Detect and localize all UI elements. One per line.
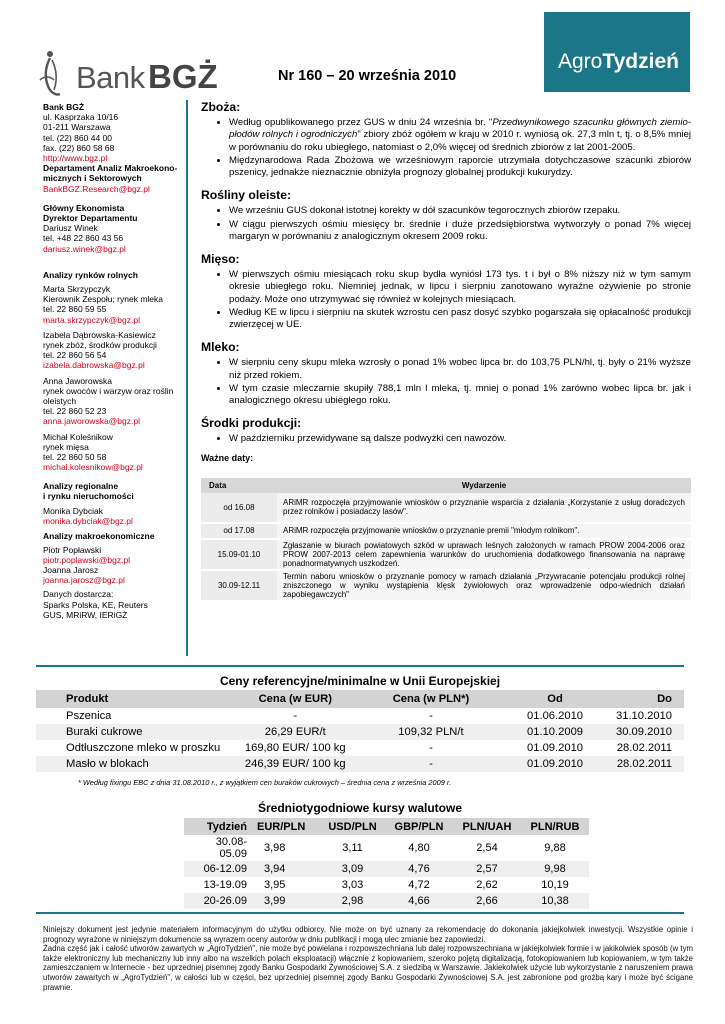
section-srodki-produkcji — [201, 417, 691, 445]
table-row — [36, 724, 684, 740]
reference-prices-footnote: * Według fixingu EBC z dnia 31.08.2010 r., z wyjątkiem cen buraków cukrowych – średnia cena z września 2009 r. — [78, 778, 452, 787]
section-mleko — [201, 341, 691, 407]
table-row — [201, 539, 691, 570]
from-cell: 01.06.2010 — [527, 710, 584, 722]
column-header: USD/PLN — [320, 818, 385, 835]
product-cell: Odtłuszczone mleko w proszku — [66, 742, 221, 754]
bank-name: Bank BGŻ — [43, 102, 85, 112]
contact-person — [43, 376, 183, 427]
week-cell: 20-26.09 — [184, 893, 252, 909]
rate-cell: 3,11 — [342, 842, 363, 854]
week-cell: 30.08-05.09 — [215, 836, 247, 860]
table-row — [201, 570, 691, 601]
from-cell: 01.09.2010 — [502, 756, 608, 772]
contact-phone: tel. 22 860 50 58 — [43, 452, 107, 463]
chief-name: Dariusz Winek — [43, 223, 98, 234]
bank-phone: tel. (22) 860 44 00 — [43, 132, 112, 143]
rate-cell: 9,88 — [544, 842, 566, 854]
column-header: Tydzień — [184, 818, 252, 835]
event-cell: Zgłaszanie w biurach powiatowych szkód w uprawach leśnych założonych w ramach PROW 2004-2006 oraz PROW 2007-2013 celem zapewnienia warunków do uruchomienia dodatkowego finansowania na naprawę ponadnormatywnych uszkodzeń. — [277, 539, 691, 570]
bullet-item: • Według KE w lipcu i sierpniu na skutek wzrostu cen pasz dosyć szybko pogarszała się opłacalność produkcji zwierzęcej w UE. — [229, 307, 691, 331]
rate-cell: 4,66 — [385, 893, 453, 909]
contact-email-link[interactable]: marta.skrzypczyk@bgz.pl — [43, 314, 140, 325]
eur-cell: 26,29 EUR/t — [231, 724, 360, 740]
rate-cell: 2,62 — [476, 879, 498, 891]
section-title: Zboża: — [201, 100, 241, 114]
bank-website-link[interactable]: http://www.bgz.pl — [43, 153, 108, 164]
bank-address-block — [43, 102, 183, 194]
table-header-row — [184, 818, 589, 835]
bullet-item: • Międzynarodowa Rada Zbożowa we wrześniowym raporcie utrzymała dotychczasowe szacunki zbiorów pszenicy, jednakże nieznacznie obniżyła prognozy globalnej produkcji kukurydzy. — [229, 155, 691, 179]
week-cell: 06-12.09 — [184, 861, 252, 877]
rate-cell: 4,72 — [408, 879, 430, 891]
bank-logo-swirl-icon — [38, 50, 72, 100]
contact-email-link[interactable]: izabela.dabrowska@bgz.pl — [43, 360, 145, 371]
rate-cell: 2,57 — [453, 861, 521, 877]
table-row — [36, 756, 684, 772]
table-row — [201, 523, 691, 539]
section-title: Mięso: — [201, 252, 240, 267]
table-row — [184, 893, 589, 909]
rate-cell: 3,09 — [320, 861, 385, 877]
contact-name: Joanna Jarosz — [43, 564, 99, 575]
sidebar-divider — [186, 100, 188, 656]
column-header: Produkt — [36, 690, 231, 708]
contact-email-link[interactable]: joanna.jarosz@bgz.pl — [43, 575, 125, 586]
to-cell: 28.02.2011 — [616, 742, 672, 754]
section-header: i rynku nieruchomości — [43, 490, 134, 501]
table-row — [184, 877, 589, 893]
date-cell: 15.09-01.10 — [201, 539, 277, 570]
date-cell: od 17.08 — [201, 523, 277, 539]
table-row — [184, 861, 589, 877]
sources-line: Sparks Polska, KE, Reuters — [43, 599, 148, 610]
rate-cell: 10,38 — [521, 893, 589, 909]
bullet-item: • W sierpniu ceny skupu mleka wzrosły o ponad 1% wobec lipca br. do 103,75 PLN/hl, tj. były o 21% wyższe niż przed rokiem. — [229, 357, 691, 381]
column-header: GBP/PLN — [385, 818, 453, 835]
contact-role: rynek mięsa — [43, 441, 89, 452]
contact-person — [43, 432, 183, 473]
rate-cell: 10,19 — [541, 879, 569, 891]
column-header: Do — [608, 690, 684, 708]
section-header: Analizy rynków rolnych — [43, 269, 138, 280]
bullet-item: • W ciągu pierwszych ośmiu miesięcy br. średnie i duże przedsiębiorstwa wytworzyły o ponad 7% więcej margaryn w porównaniu z analogicznym okresem 2009 roku. — [229, 219, 691, 243]
table-header-row — [201, 478, 691, 493]
bank-logo — [38, 50, 223, 100]
contact-name: Michał Koleśnikow — [43, 431, 113, 442]
contact-phone: tel. 22 860 52 23 — [43, 406, 107, 417]
from-cell: 01.10.2009 — [502, 724, 608, 740]
sidebar-contacts — [43, 102, 183, 629]
rate-cell: 3,98 — [264, 842, 286, 854]
contact-email-link[interactable]: piotr.poplawski@bgz.pl — [43, 554, 131, 565]
column-header: Wydarzenie — [277, 478, 691, 493]
bullet-item: • W tym czasie mleczarnie skupiły 788,1 mln l mleka, tj. mniej o ponad 1% zarówno wobec lipca br. jak i analogicznego okresu ubiegłego roku. — [229, 383, 691, 407]
product-cell: Buraki cukrowe — [36, 724, 231, 740]
contact-email-link[interactable]: anna.jaworowska@bgz.pl — [43, 416, 140, 427]
from-cell: 01.09.2010 — [527, 742, 584, 754]
rate-cell: 4,76 — [385, 861, 453, 877]
reference-prices-table — [36, 690, 684, 772]
rate-cell: 2,98 — [320, 893, 385, 909]
important-dates-table — [201, 478, 691, 602]
divider-line — [36, 665, 684, 667]
rate-cell: 2,66 — [453, 893, 521, 909]
pln-cell: 109,32 PLN/t — [360, 724, 502, 740]
column-header: PLN/UAH — [453, 818, 521, 835]
department-name: micznych i Sektorowych — [43, 173, 142, 184]
bullet-item: • W pierwszych ośmiu miesiącach roku skup bydła wyniósł 173 tys. t i był o 8% niższy niż w tym samym okresie ubiegłego roku. Niemniej jednak, w lipcu i sierpniu zanotowano wyraźne ożywienie po stronie podaży. Może ono utrzymywać się również w kolejnych miesiącach. — [229, 269, 691, 306]
table-row — [184, 835, 589, 861]
rate-cell: 9,98 — [521, 861, 589, 877]
table-row — [36, 740, 684, 756]
table-header-row — [36, 690, 684, 708]
contact-phone: tel. 22 860 56 54 — [43, 350, 107, 361]
contact-role: Kierownik Zespołu; rynek mleka — [43, 294, 163, 305]
address-line: ul. Kasprzaka 10/16 — [43, 112, 119, 123]
department-name: Departament Analiz Makroekono- — [43, 163, 178, 174]
to-cell: 30.09.2010 — [608, 724, 684, 740]
logo-bgz-text: BGŻ — [148, 58, 218, 95]
legal-disclaimer — [43, 925, 693, 992]
important-dates-label: Ważne daty: — [201, 452, 254, 463]
contact-person — [43, 284, 183, 325]
chief-title: Główny Ekonomista — [43, 202, 125, 213]
section-header: Analizy makroekonomiczne — [43, 531, 155, 542]
contact-phone: tel. 22 860 59 55 — [43, 304, 107, 315]
section-zboza — [201, 101, 691, 179]
data-sources-block — [43, 589, 183, 620]
contact-person — [43, 330, 183, 371]
chief-email-link[interactable]: dariusz.winek@bgz.pl — [43, 243, 126, 254]
rate-cell: 3,03 — [341, 879, 364, 891]
section-rosliny-oleiste — [201, 189, 691, 243]
eur-cell: 246,39 EUR/ 100 kg — [231, 756, 360, 772]
agrotydzien-title: AgroTydzień — [558, 50, 679, 73]
bullet-item: • W październiku przewidywane są dalsze podwyżki cen nawozów. — [229, 433, 691, 445]
chief-economist-block — [43, 203, 183, 254]
product-cell: Pszenica — [66, 710, 112, 722]
pln-cell: - — [360, 756, 502, 772]
contact-email-link[interactable]: monika.dybciak@bgz.pl — [43, 516, 133, 527]
date-cell: 30.09-12.11 — [201, 570, 277, 601]
department-email-link[interactable]: BankBGZ.Research@bgz.pl — [43, 183, 150, 194]
section-mieso — [201, 253, 691, 331]
event-cell: Termin naboru wniosków o przyznanie pomocy w ramach działania „Przywracanie potencjału produkcji rolnej zniszczonego w wyniku wystąpienia klęsk żywiołowych oraz wprowadzenie odpo-wiednich działań zapobiegawczych" — [277, 570, 691, 601]
divider-line — [36, 912, 684, 914]
column-header: PLN/RUB — [521, 818, 589, 835]
pln-cell: - — [429, 710, 433, 722]
date-cell: od 16.08 — [201, 493, 277, 523]
sources-header: Danych dostarcza: — [43, 589, 114, 600]
contact-role: oleistych — [43, 396, 77, 407]
bullet-item: • Według opublikowanego przez GUS w dniu 24 września br. "Przedwynikowego szacunku głównych ziemio-płodów rolnych i ogrodniczych" zbiory zbóż ogółem w kraju w 2010 r. wyniosą ok. 27,3 mln t, tj. o 8,5% mniej w porównaniu do roku ubiegłego, natomiast o 2,0% więcej od średnich zbiorów z lat 2001-2005. — [229, 117, 691, 154]
fx-rates-title: Średniotygodniowe kursy walutowe — [257, 801, 463, 815]
logo-bank-text: Bank — [76, 60, 145, 95]
address-line: 01-211 Warszawa — [43, 122, 111, 133]
eur-cell: 169,80 EUR/ 100 kg — [244, 742, 346, 754]
contact-email-link[interactable]: michal.kolesnikow@bgz.pl — [43, 462, 143, 473]
macro-analysis-block — [43, 531, 183, 585]
disclaimer-paragraph: Niniejszy dokument jest jedynie materiałem informacyjnym do użytku odbiorcy. Nie może on być uznany za rekomendację do dokonania jakiejkolwiek inwestycji. Wszystkie opinie i prognozy wyrażone w niniejszym dokumencie są wyrazem oceny autorów w dniu publikacji i mogą ulec zmianie bez zapowiedzi. — [43, 925, 693, 944]
fx-rates-table — [184, 818, 589, 909]
pln-cell: - — [429, 742, 433, 754]
section-title: Rośliny oleiste: — [201, 188, 292, 203]
agrotydzien-banner — [544, 12, 690, 92]
to-cell: 31.10.2010 — [616, 710, 672, 722]
week-cell: 13-19.09 — [203, 879, 247, 891]
column-header: Cena (w PLN*) — [360, 690, 502, 708]
table-row — [36, 708, 684, 724]
regional-analysis-block — [43, 481, 183, 527]
rate-cell: 3,95 — [264, 879, 286, 891]
sources-line: GUS, MRiRW, IERiGŻ — [43, 609, 128, 620]
main-content — [201, 101, 691, 602]
contact-role: rynek zbóż, środków produkcji — [43, 340, 157, 351]
table-row — [201, 493, 691, 523]
disclaimer-paragraph: Żadna część jak i całość utworów zawartych w „AgroTydzień", nie może być powielana i rozpowszechniana lub dalej rozpowszechniana w jakiejkolwiek formie i w jakikolwiek sposób (w tym także elektroniczny lub mechaniczny lub inny albo na wszelkich polach eksploatacji) włącznie z kopiowaniem, szeroko pojętą digitalizacją, fotokopiowaniem lub kopiowaniem, w tym także zamieszczaniem w Internecie - bez uprzedniej pisemnej zgody Banku Gospodarki Żywnościowej S.A. z siedzibą w Warszawie. Jakiekolwiek użycie lub wykorzystanie z naruszeniem prawa utworów zawartych w „AgroTydzień", w całości lub w części, bez uprzedniej pisemnej zgody Banku Gospodarki Żywnościowej S.A. jest zabronione pod groźbą kary i może być ścigane prawnie. — [43, 944, 693, 992]
rate-cell: 3,94 — [252, 861, 320, 877]
contact-name: Piotr Popławski — [43, 544, 102, 555]
contact-name: Marta Skrzypczyk — [43, 284, 111, 295]
section-title: Mleko: — [201, 340, 240, 355]
issue-title: Nr 160 – 20 września 2010 — [278, 68, 457, 84]
column-header: Data — [201, 478, 277, 493]
contact-name: Izabela Dąbrowska-Kasiewicz — [43, 329, 156, 340]
contact-name: Monika Dybciak — [43, 505, 103, 516]
eur-cell: - — [293, 710, 298, 722]
to-cell: 28.02.2011 — [608, 756, 684, 772]
rate-cell: 2,54 — [476, 842, 498, 854]
bullet-item: • We wrześniu GUS dokonał istotnej korekty w dół szacunków tegorocznych zbiorów rzepaku. — [229, 205, 691, 217]
reference-prices-title: Ceny referencyjne/minimalne w Unii Europejskiej — [219, 674, 501, 688]
section-title: Środki produkcji: — [201, 416, 302, 431]
column-header: EUR/PLN — [252, 818, 320, 835]
bank-fax: fax. (22) 860 58 68 — [43, 142, 115, 153]
contact-name: Anna Jaworowska — [43, 375, 112, 386]
product-cell: Masło w blokach — [36, 756, 231, 772]
rate-cell: 4,80 — [408, 842, 430, 854]
rate-cell: 3,99 — [252, 893, 320, 909]
column-header: Cena (w EUR) — [231, 690, 360, 708]
event-cell: ARiMR rozpoczęła przyjmowanie wniosków o przyznanie premii "młodym rolnikom". — [277, 523, 691, 539]
section-header: Analizy regionalne — [43, 480, 119, 491]
chief-phone: tel. +48 22 860 43 56 — [43, 233, 124, 244]
event-cell: ARiMR rozpoczęła przyjmowanie wniosków o przyznanie wsparcia z działania „Korzystanie z usług doradczych przez rolników i posiadaczy lasów". — [277, 493, 691, 523]
column-header: Od — [502, 690, 608, 708]
contact-role: rynek owoców i warzyw oraz roślin — [43, 385, 174, 396]
chief-title: Dyrektor Departamentu — [43, 213, 138, 224]
